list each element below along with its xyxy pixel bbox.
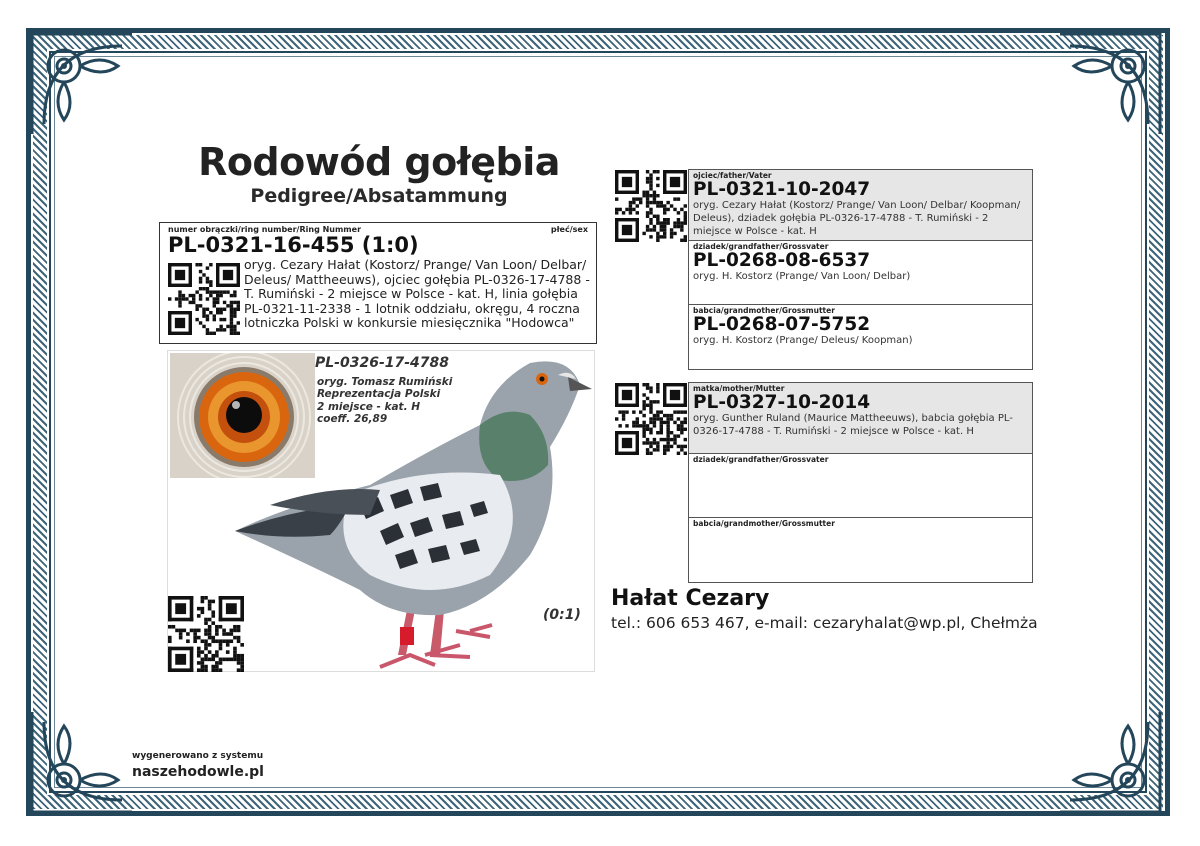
- page-title: Rodowód gołębia: [198, 140, 560, 184]
- owner-contact: tel.: 606 653 467, e-mail: cezaryhalat@wp.pl, Chełmża: [611, 614, 1038, 632]
- photo-pigeon-info: [317, 376, 452, 425]
- father-label: ojciec/father/Vater: [693, 171, 772, 180]
- pigeon-eye-photo: [170, 353, 315, 478]
- pigeon-description: oryg. Cezary Hałat (Kostorz/ Prange/ Van Loon/ Delbar/ Deleus/ Mattheeuws), ojciec gołębia PL-0326-17-4788 - T. Rumiński - 2 miejsce w Polsce - kat. H, linia gołębia PL-0321-11-2338 - 1 lotnik oddziału, okręgu, 4 roczna lotniczka Polski w konkursie miesięcznika "Hodowca": [244, 257, 590, 331]
- generated-label: wygenerowano z systemu: [132, 751, 264, 761]
- father-cell: [689, 170, 1032, 241]
- qr-code-icon: [615, 383, 687, 455]
- generator-site: naszehodowle.pl: [132, 764, 264, 780]
- father-description: oryg. Cezary Hałat (Kostorz/ Prange/ Van Loon/ Delbar/ Koopman/ Deleus), dziadek gołębia PL-0326-17-4788 - T. Rumiński - 2 miejsce w Polsce - kat. H: [693, 200, 1021, 237]
- mother-label: matka/mother/Mutter: [693, 384, 785, 393]
- photo-info-line: coeff. 26,89: [317, 412, 388, 425]
- pigeon-ring-box: [159, 222, 597, 344]
- photo-pigeon-ring: PL-0326-17-4788: [315, 355, 450, 371]
- grandmother-label: babcia/grandmother/Grossmutter: [693, 306, 835, 315]
- pigeon-photo-panel: [167, 350, 595, 672]
- ring-number-label: numer obrączki/ring number/Ring Nummer: [168, 225, 362, 234]
- qr-code-icon: [615, 170, 687, 242]
- paternal-grandmother-cell: [689, 305, 1032, 369]
- qr-code-icon: [168, 596, 244, 672]
- father-ring: PL-0321-10-2047: [693, 179, 871, 200]
- corner-ornament-icon: [1050, 24, 1170, 144]
- corner-ornament-icon: [22, 24, 142, 144]
- grandfather-label: dziadek/grandfather/Grossvater: [693, 242, 829, 251]
- mother-side-table: [688, 382, 1033, 583]
- grandfather-description: oryg. H. Kostorz (Prange/ Van Loon/ Delbar): [693, 271, 911, 282]
- sex-label: płeć/sex: [550, 225, 588, 234]
- grandmother-description: oryg. H. Kostorz (Prange/ Deleus/ Koopman): [693, 335, 913, 346]
- paternal-grandfather-cell: [689, 241, 1032, 305]
- grandfather-label: dziadek/grandfather/Grossvater: [693, 455, 829, 464]
- owner-name: Hałat Cezary: [611, 586, 770, 611]
- photo-info-line: Reprezentacja Polski: [317, 388, 441, 401]
- corner-ornament-icon: [22, 702, 142, 822]
- grandfather-ring: PL-0268-08-6537: [693, 250, 871, 271]
- page-subtitle: Pedigree/Absatammung: [250, 185, 508, 207]
- mother-cell: [689, 383, 1032, 454]
- grandmother-label: babcia/grandmother/Grossmutter: [693, 519, 835, 528]
- mother-ring: PL-0327-10-2014: [693, 392, 871, 413]
- photo-info-line: 2 miejsce - kat. H: [317, 400, 421, 413]
- mother-description: oryg. Gunther Ruland (Maurice Mattheeuws), babcia gołębia PL-0326-17-4788 - T. Rumiński - 2 miejsce w Polsce - kat. H: [693, 413, 1013, 437]
- grandmother-ring: PL-0268-07-5752: [693, 314, 871, 335]
- photo-info-line: oryg. Tomasz Rumiński: [317, 376, 453, 388]
- father-side-table: [688, 169, 1033, 370]
- qr-code-icon: [168, 263, 240, 335]
- pigeon-ring-number: PL-0321-16-455 (1:0): [168, 233, 419, 257]
- maternal-grandfather-cell: [689, 454, 1032, 518]
- photo-sex-mark: (0:1): [543, 607, 581, 623]
- corner-ornament-icon: [1050, 702, 1170, 822]
- maternal-grandmother-cell: [689, 518, 1032, 582]
